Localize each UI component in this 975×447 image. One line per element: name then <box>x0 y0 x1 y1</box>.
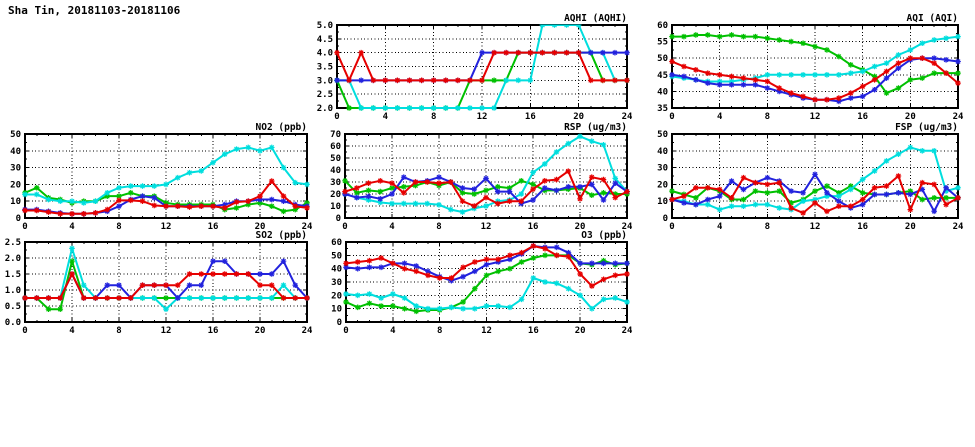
o3-xtick-label: 12 <box>481 326 492 336</box>
fsp-ytick-label: 10 <box>657 197 668 208</box>
so2-xtick-label: 0 <box>22 326 28 336</box>
aqhi-ytick-label: 3.5 <box>316 62 333 73</box>
rsp-ytick-label: 50 <box>330 154 341 164</box>
so2-ytick-label: 1.0 <box>4 286 21 296</box>
aqi-ytick-label: 40 <box>657 87 668 98</box>
no2-ytick-label: 10 <box>10 197 21 208</box>
fsp-xtick-label: 8 <box>764 222 771 232</box>
rsp-xtick-label: 4 <box>389 222 395 232</box>
fsp-ytick-label: 50 <box>657 130 668 140</box>
o3-xtick-label: 16 <box>527 326 539 336</box>
fsp-xtick-label: 12 <box>809 222 821 232</box>
aqi-xtick-label: 0 <box>669 112 675 122</box>
aqi-xtick-label: 8 <box>764 112 771 122</box>
chart-no2 <box>10 122 313 232</box>
fsp-title: FSP (ug/m3) <box>895 122 958 133</box>
o3-ytick-label: 20 <box>331 291 342 302</box>
aqi-xtick-label: 20 <box>904 112 916 122</box>
no2-xtick-label: 0 <box>22 222 28 232</box>
so2-xtick-label: 20 <box>254 326 266 336</box>
aqi-xtick-label: 4 <box>716 112 723 122</box>
fsp-xtick-label: 0 <box>669 222 675 232</box>
o3-xtick-label: 20 <box>574 326 586 336</box>
chart-fsp <box>657 122 964 232</box>
aqhi-xtick-label: 24 <box>621 112 633 122</box>
chart-rsp <box>330 122 633 232</box>
aqi-xtick-label: 16 <box>857 112 869 122</box>
aqi-ytick-label: 35 <box>657 104 668 114</box>
no2-ytick-label: 40 <box>10 146 21 157</box>
fsp-ytick-label: 0 <box>662 214 668 224</box>
fsp-xtick-label: 20 <box>904 222 916 232</box>
so2-series-group <box>22 246 310 312</box>
o3-title: O3 (ppb) <box>581 230 627 241</box>
fsp-ytick-label: 40 <box>657 146 668 157</box>
o3-ytick-label: 0 <box>336 318 342 328</box>
chart-o3 <box>331 230 633 336</box>
rsp-xtick-label: 0 <box>342 222 348 232</box>
no2-xtick-label: 20 <box>254 222 266 232</box>
aqhi-xtick-label: 0 <box>334 112 340 122</box>
fsp-ytick-label: 20 <box>657 180 668 191</box>
no2-xtick-label: 24 <box>301 222 313 232</box>
aqi-title: AQI (AQI) <box>906 13 958 24</box>
o3-xtick-label: 4 <box>390 326 396 336</box>
rsp-xtick-label: 12 <box>480 222 492 232</box>
aqi-xtick-label: 12 <box>809 112 821 122</box>
aqhi-ytick-label: 5.0 <box>316 21 333 31</box>
aqhi-ytick-label: 3.0 <box>316 76 333 87</box>
so2-ytick-label: 1.5 <box>4 270 21 280</box>
no2-ytick-label: 20 <box>10 180 21 191</box>
aqhi-ytick-label: 2.5 <box>316 90 333 101</box>
aqhi-title: AQHI (AQHI) <box>564 13 627 24</box>
so2-xtick-label: 24 <box>301 326 313 336</box>
so2-xtick-label: 16 <box>207 326 219 336</box>
rsp-xtick-label: 8 <box>436 222 442 232</box>
so2-ytick-label: 2.0 <box>4 254 21 264</box>
aqi-ytick-label: 50 <box>657 54 668 65</box>
so2-xtick-label: 4 <box>69 326 75 336</box>
rsp-ytick-label: 30 <box>330 178 341 188</box>
no2-ytick-label: 30 <box>10 163 21 174</box>
page-title: Sha Tin, 20181103-20181106 <box>8 4 181 17</box>
so2-title: SO2 (ppb) <box>255 230 307 241</box>
rsp-xtick-label: 20 <box>574 222 586 232</box>
so2-ytick-label: 2.5 <box>4 238 21 248</box>
aqi-ytick-label: 45 <box>657 70 668 81</box>
o3-ytick-label: 50 <box>331 251 342 262</box>
no2-ytick-label: 0 <box>15 214 21 224</box>
no2-xtick-label: 8 <box>116 222 122 232</box>
aqi-ytick-label: 55 <box>657 37 668 48</box>
aqhi-ytick-label: 4.5 <box>316 34 333 45</box>
so2-ytick-label: 0.0 <box>4 318 21 328</box>
aqhi-ytick-label: 4.0 <box>316 48 333 59</box>
so2-ytick-label: 0.5 <box>4 302 21 312</box>
chart-aqhi <box>317 13 633 122</box>
rsp-ytick-label: 0 <box>335 214 341 224</box>
o3-series-group <box>343 243 630 314</box>
o3-ytick-label: 30 <box>331 278 342 288</box>
no2-xtick-label: 12 <box>160 222 172 232</box>
aqi-xtick-label: 24 <box>952 112 964 122</box>
o3-ytick-label: 40 <box>331 264 342 275</box>
so2-xtick-label: 12 <box>160 326 172 336</box>
aqhi-xtick-label: 8 <box>430 112 437 122</box>
aqhi-xtick-label: 4 <box>382 112 389 122</box>
aqhi-xtick-label: 16 <box>524 112 536 122</box>
fsp-ytick-label: 30 <box>657 163 668 174</box>
no2-ytick-label: 50 <box>10 130 21 140</box>
rsp-xtick-label: 24 <box>621 222 633 232</box>
o3-ytick-label: 60 <box>331 238 342 248</box>
o3-xtick-label: 24 <box>621 326 633 336</box>
o3-xtick-label: 0 <box>343 326 349 336</box>
rsp-ytick-label: 70 <box>330 130 341 140</box>
rsp-ytick-label: 40 <box>330 166 341 176</box>
rsp-xtick-label: 16 <box>527 222 539 232</box>
aqhi-xtick-label: 20 <box>573 112 585 122</box>
chart-aqi <box>657 13 964 122</box>
fsp-xtick-label: 16 <box>857 222 869 232</box>
o3-ytick-label: 10 <box>331 304 342 315</box>
fsp-xtick-label: 24 <box>952 222 964 232</box>
rsp-ytick-label: 10 <box>330 202 341 212</box>
aqhi-ytick-label: 2.0 <box>316 104 333 114</box>
rsp-ytick-label: 20 <box>330 190 341 200</box>
rsp-title: RSP (ug/m3) <box>564 122 627 133</box>
no2-xtick-label: 16 <box>207 222 219 232</box>
no2-title: NO2 (ppb) <box>255 122 307 133</box>
o3-xtick-label: 8 <box>436 326 443 336</box>
no2-series-group <box>22 145 310 217</box>
fsp-xtick-label: 4 <box>716 222 723 232</box>
aqi-ytick-label: 60 <box>657 21 668 31</box>
aqhi-xtick-label: 12 <box>476 112 488 122</box>
rsp-ytick-label: 60 <box>330 142 341 152</box>
no2-xtick-label: 4 <box>69 222 75 232</box>
chart-so2 <box>5 230 313 336</box>
so2-xtick-label: 8 <box>116 326 122 336</box>
